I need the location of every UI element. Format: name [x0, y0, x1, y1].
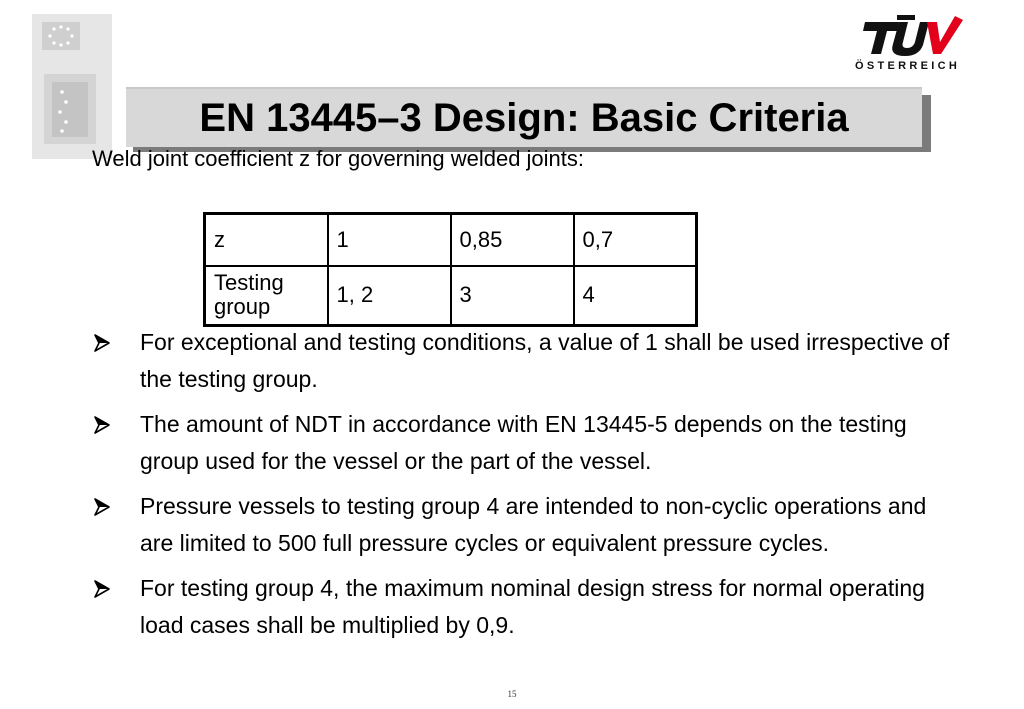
tuv-logo: [855, 12, 965, 74]
bullet-text: The amount of NDT in accordance with EN 13445-5 depends on the testing group used for the vessel or the part of the vessel.: [140, 411, 907, 474]
table-cell: z: [205, 214, 328, 266]
table-cell: Testing group: [205, 266, 328, 326]
tuv-logo-mark: [863, 12, 963, 56]
bullet-list: [92, 324, 952, 652]
arrow-bullet-icon: [92, 579, 112, 599]
list-item: [92, 488, 952, 562]
intro-text: Weld joint coefficient z for governing welded joints:: [92, 146, 585, 171]
weld-coefficient-table: [203, 212, 698, 327]
table-cell: 1, 2: [328, 266, 451, 326]
list-item: [92, 406, 952, 480]
page-number: 15: [507, 689, 517, 699]
list-item: [92, 324, 952, 398]
table-cell: 1: [328, 214, 451, 266]
bullet-text: For exceptional and testing conditions, a value of 1 shall be used irrespective of the testing group.: [140, 329, 950, 392]
arrow-bullet-icon: [92, 415, 112, 435]
eu-flag-icon: [22, 14, 122, 159]
logo-subtitle: ÖSTERREICH: [855, 60, 961, 72]
title-banner: [126, 87, 922, 147]
table-cell: 0,7: [574, 214, 697, 266]
list-item: [92, 570, 952, 644]
table-cell: 3: [451, 266, 574, 326]
table-row: [205, 214, 697, 266]
page-title: EN 13445–3 Design: Basic Criteria: [199, 95, 849, 140]
table-cell: 0,85: [451, 214, 574, 266]
table-cell: 4: [574, 266, 697, 326]
bullet-text: For testing group 4, the maximum nominal design stress for normal operating load cases shall be multiplied by 0,9.: [140, 575, 925, 638]
arrow-bullet-icon: [92, 333, 112, 353]
arrow-bullet-icon: [92, 497, 112, 517]
bullet-text: Pressure vessels to testing group 4 are intended to non-cyclic operations and are limited to 500 full pressure cycles or equivalent pressure cycles.: [140, 493, 927, 556]
table-row: [205, 266, 697, 326]
